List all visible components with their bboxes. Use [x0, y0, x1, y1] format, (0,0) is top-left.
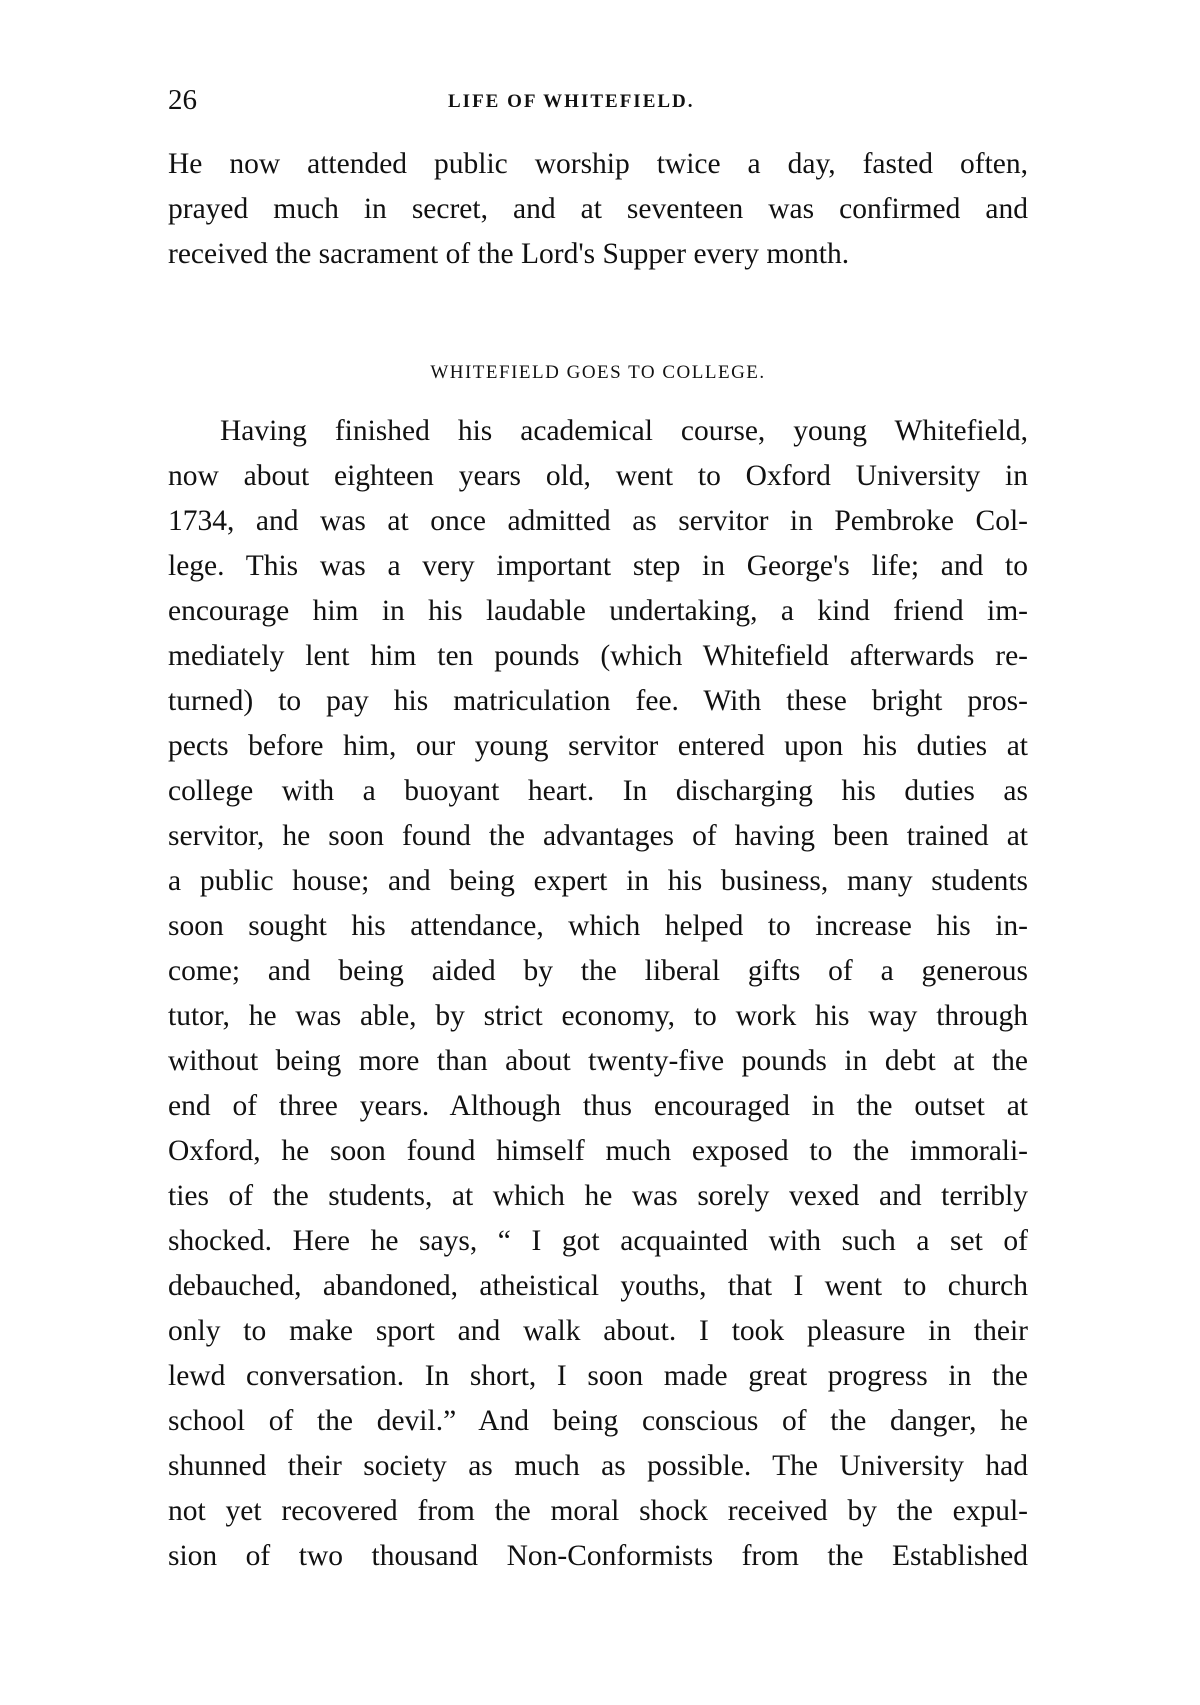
text-line: tutor, he was able, by strict economy, to work his way through — [168, 1000, 1028, 1032]
text-line: ties of the students, at which he was sorely vexed and terribly — [168, 1180, 1028, 1212]
text-line: Oxford, he soon found himself much exposed to the immorali- — [168, 1135, 1028, 1167]
text-line: now about eighteen years old, went to Oxford University in — [168, 460, 1028, 492]
text-line: debauched, abandoned, atheistical youths, that I went to church — [168, 1270, 1028, 1302]
text-line: only to make sport and walk about. I took pleasure in their — [168, 1315, 1028, 1347]
text-line: soon sought his attendance, which helped to increase his in- — [168, 910, 1028, 942]
text-line: 1734, and was at once admitted as servitor in Pembroke Col- — [168, 505, 1028, 537]
text-line: pects before him, our young servitor entered upon his duties at — [168, 730, 1028, 762]
text-line: mediately lent him ten pounds (which Whitefield afterwards re- — [168, 640, 1028, 672]
text-line: lewd conversation. In short, I soon made great progress in the — [168, 1360, 1028, 1392]
text-line: encourage him in his laudable undertaking, a kind friend im- — [168, 595, 1028, 627]
text-line: shocked. Here he says, “ I got acquainted with such a set of — [168, 1225, 1028, 1257]
paragraph-2 — [168, 409, 1028, 1579]
running-title: LIFE OF WHITEFIELD. — [448, 91, 695, 112]
text-line: turned) to pay his matriculation fee. With these bright pros- — [168, 685, 1028, 717]
text-line: school of the devil.” And being conscious of the danger, he — [168, 1405, 1028, 1437]
text-line: sion of two thousand Non-Conformists from the Established — [168, 1540, 1028, 1572]
running-header — [168, 80, 1028, 120]
text-line: college with a buoyant heart. In discharging his duties as — [168, 775, 1028, 807]
text-line: come; and being aided by the liberal gifts of a generous — [168, 955, 1028, 987]
page-number: 26 — [168, 84, 197, 116]
text-line: servitor, he soon found the advantages of having been trained at — [168, 820, 1028, 852]
text-line: lege. This was a very important step in George's life; and to — [168, 550, 1028, 582]
text-line: Having finished his academical course, young Whitefield, — [220, 415, 1028, 447]
text-line: received the sacrament of the Lord's Supper every month. — [168, 238, 850, 270]
text-line: shunned their society as much as possible. The University had — [168, 1450, 1028, 1482]
text-line: not yet recovered from the moral shock received by the expul- — [168, 1495, 1028, 1527]
section-heading: WHITEFIELD GOES TO COLLEGE. — [430, 362, 766, 383]
text-line: end of three years. Although thus encouraged in the outset at — [168, 1090, 1028, 1122]
text-line: He now attended public worship twice a day, fasted often, — [168, 148, 1028, 180]
text-line: a public house; and being expert in his business, many students — [168, 865, 1028, 897]
text-line: without being more than about twenty-five pounds in debt at the — [168, 1045, 1028, 1077]
text-line: prayed much in secret, and at seventeen was confirmed and — [168, 193, 1028, 225]
paragraph-1 — [168, 142, 1028, 277]
